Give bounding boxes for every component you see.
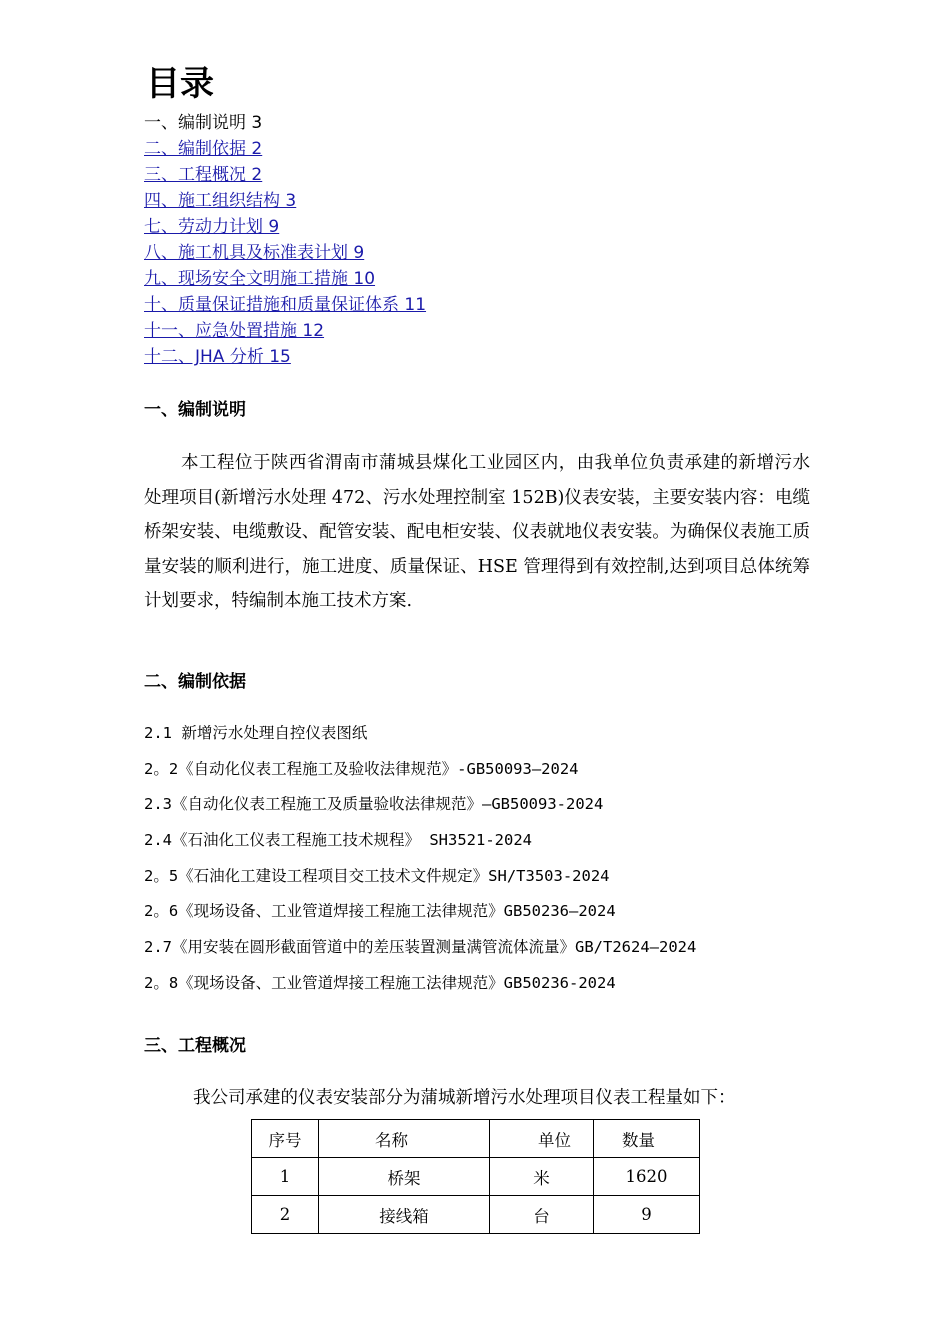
toc-item[interactable] — [144, 318, 426, 344]
table-cell: 1 — [252, 1158, 319, 1196]
reference-item: 2.1 新增污水处理自控仪表图纸 — [144, 724, 368, 742]
table-cell: 桥架 — [319, 1158, 490, 1196]
toc-item[interactable] — [144, 344, 426, 370]
section-heading-3: 三、工程概况 — [144, 1036, 246, 1056]
toc-link[interactable]: 十二、JHA 分析 15 — [144, 347, 291, 367]
table-header-row — [252, 1120, 700, 1158]
reference-item: 2。2《自动化仪表工程施工及验收法律规范》-GB50093—2024 — [144, 759, 579, 778]
reference-list — [144, 720, 696, 1006]
toc-item[interactable] — [144, 214, 426, 240]
toc-link[interactable]: 七、劳动力计划 9 — [144, 217, 280, 237]
reference-item: 2。8《现场设备、工业管道焊接工程施工法律规范》GB50236-2024 — [144, 973, 616, 992]
toc-link[interactable]: 八、施工机具及标准表计划 9 — [144, 243, 365, 263]
section-heading-1: 一、编制说明 — [144, 400, 246, 420]
table-row — [252, 1158, 700, 1196]
toc-item[interactable] — [144, 240, 426, 266]
toc-item[interactable] — [144, 292, 426, 318]
table-cell: 9 — [594, 1196, 700, 1234]
toc-link[interactable]: 一、编制说明 3 — [144, 113, 263, 133]
section-paragraph: 本工程位于陕西省渭南市蒲城县煤化工业园区内，由我单位负责承建的新增污水处理项目(新增污水处理 472、污水处理控制室 152B)仪表安装，主要安装内容：电缆桥架安装、电缆敷设、配管安装、配电柜安装、仪表就地仪表安装。为确保仪表施工质量安装的顺利进行，施工进度、质量保证、HSE 管理得到有效控制,达到项目总体统筹计划要求，特编制本施工技术方案. — [144, 453, 810, 611]
table-cell: 台 — [490, 1196, 594, 1234]
reference-item: 2.7《用安装在圆形截面管道中的差压装置测量满管流体流量》GB/T2624—2024 — [144, 938, 697, 957]
column-header: 数量 — [594, 1120, 700, 1158]
column-header: 名称 — [319, 1120, 490, 1158]
reference-item: 2.3《自动化仪表工程施工及质量验收法律规范》—GB50093-2024 — [144, 795, 604, 814]
toc-link[interactable]: 二、编制依据 2 — [144, 139, 263, 159]
column-header: 单位 — [490, 1120, 594, 1158]
toc-title: 目录 — [146, 64, 214, 104]
reference-item: 2.4《石油化工仪表工程施工技术规程》 SH3521-2024 — [144, 831, 532, 850]
toc-item[interactable] — [144, 162, 426, 188]
table-cell: 2 — [252, 1196, 319, 1234]
toc-link[interactable]: 十、质量保证措施和质量保证体系 11 — [144, 295, 427, 315]
toc-item[interactable] — [144, 110, 426, 136]
toc-item[interactable] — [144, 266, 426, 292]
table-cell: 米 — [490, 1158, 594, 1196]
table-cell: 1620 — [594, 1158, 700, 1196]
toc-link[interactable]: 四、施工组织结构 3 — [144, 191, 297, 211]
reference-item: 2。5《石油化工建设工程项目交工技术文件规定》SH/T3503-2024 — [144, 866, 610, 885]
toc-item[interactable] — [144, 188, 426, 214]
toc-item[interactable] — [144, 136, 426, 162]
toc-link[interactable]: 十一、应急处置措施 12 — [144, 321, 325, 341]
toc-link[interactable]: 三、工程概况 2 — [144, 165, 263, 185]
reference-item: 2。6《现场设备、工业管道焊接工程施工法律规范》GB50236—2024 — [144, 902, 616, 921]
table-row — [252, 1196, 700, 1234]
column-header: 序号 — [252, 1120, 319, 1158]
table-of-contents — [144, 110, 426, 370]
table-cell: 接线箱 — [319, 1196, 490, 1234]
quantity-table — [251, 1119, 700, 1234]
toc-link[interactable]: 九、现场安全文明施工措施 10 — [144, 269, 376, 289]
table-intro: 我公司承建的仪表安装部分为蒲城新增污水处理项目仪表工程量如下： — [193, 1088, 736, 1108]
section-heading-2: 二、编制依据 — [144, 672, 246, 692]
